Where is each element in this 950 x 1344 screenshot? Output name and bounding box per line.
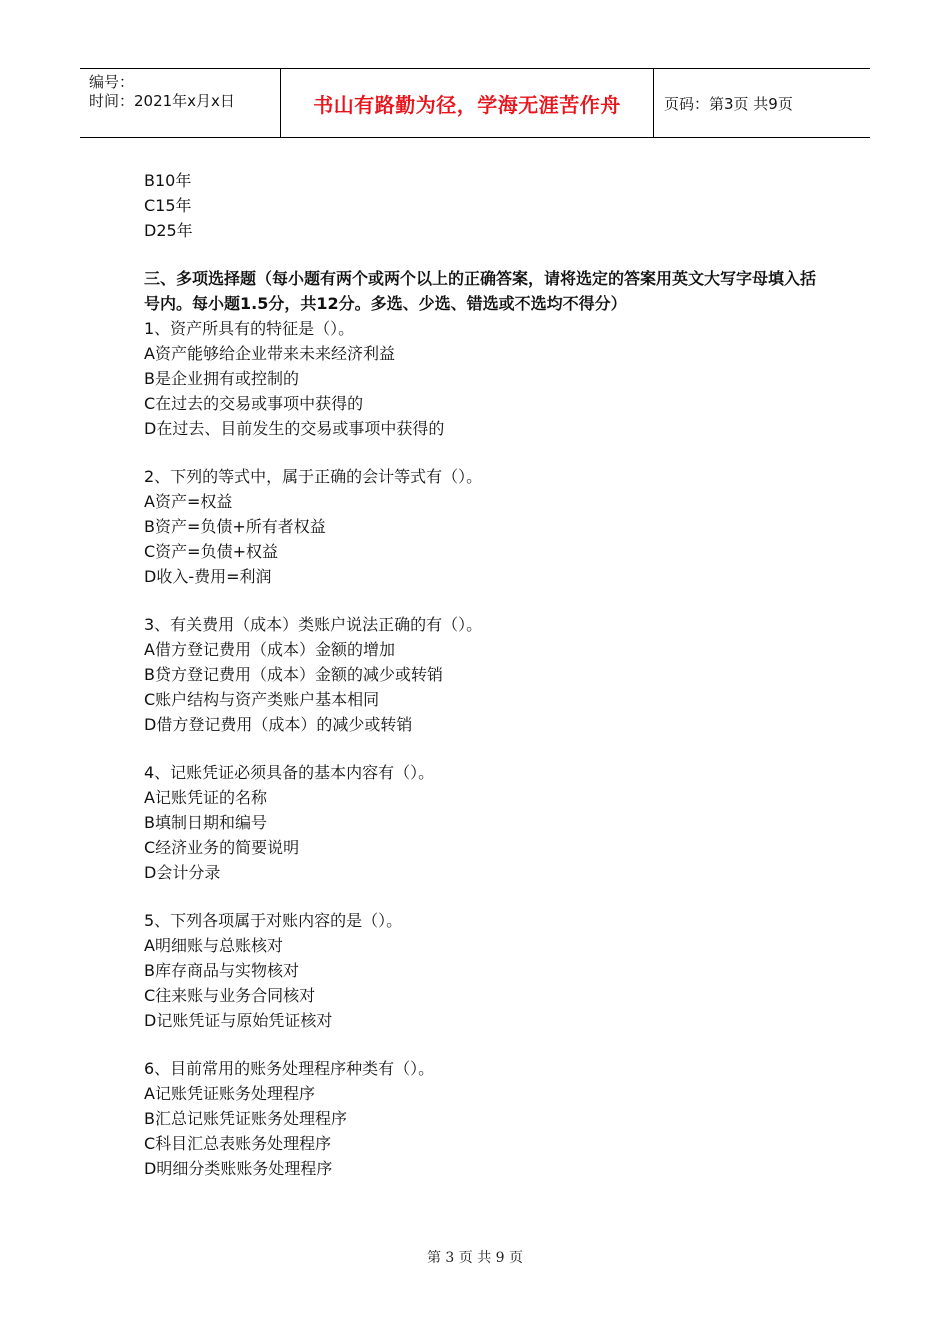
header-page-cell <box>654 69 870 137</box>
option-line: D收入-费用=利润 <box>144 567 272 586</box>
option-line: C15年 <box>144 196 192 215</box>
option-line: A借方登记费用（成本）金额的增加 <box>144 640 395 659</box>
option-line: B是企业拥有或控制的 <box>144 369 299 388</box>
option-line: B库存商品与实物核对 <box>144 961 299 980</box>
page-footer: 第 3 页 共 9 页 <box>426 1250 524 1266</box>
option-line: B填制日期和编号 <box>144 813 267 832</box>
question-stem: 3、有关费用（成本）类账户说法正确的有（）。 <box>144 615 483 634</box>
option-line: D借方登记费用（成本）的减少或转销 <box>144 715 413 734</box>
option-line: C经济业务的简要说明 <box>144 838 300 857</box>
option-line: B10年 <box>144 171 192 190</box>
question-stem: 5、下列各项属于对账内容的是（）。 <box>144 911 403 930</box>
option-line: A资产能够给企业带来未来经济利益 <box>144 344 395 363</box>
option-line: C往来账与业务合同核对 <box>144 986 316 1005</box>
document-body <box>144 168 824 1181</box>
header-meta <box>80 69 281 137</box>
question-stem: 6、目前常用的账务处理程序种类有（）。 <box>144 1059 435 1078</box>
option-line: D记账凭证与原始凭证核对 <box>144 1011 333 1030</box>
section-title: 三、多项选择题（每小题有两个或两个以上的正确答案，请将选定的答案用英文大写字母填入括号内。每小题1.5分，共12分。多选、少选、错选或不选均不得分） <box>144 269 817 313</box>
option-line: D25年 <box>144 221 193 240</box>
option-line: A资产=权益 <box>144 492 233 511</box>
motto: 书山有路勤为径，学海无涯苦作舟 <box>313 92 621 117</box>
option-line: C账户结构与资产类账户基本相同 <box>144 690 380 709</box>
question-stem: 1、资产所具有的特征是（）。 <box>144 319 355 338</box>
option-line: C科目汇总表账务处理程序 <box>144 1134 332 1153</box>
option-line: B资产=负债+所有者权益 <box>144 517 326 536</box>
question-stem: 2、下列的等式中，属于正确的会计等式有（）。 <box>144 467 483 486</box>
time-label: 时间：2021年x月x日 <box>89 92 235 110</box>
option-line: B贷方登记费用（成本）金额的减少或转销 <box>144 665 443 684</box>
header-motto-cell <box>281 69 654 137</box>
option-line: D在过去、目前发生的交易或事项中获得的 <box>144 419 445 438</box>
option-line: C在过去的交易或事项中获得的 <box>144 394 364 413</box>
option-line: A记账凭证的名称 <box>144 788 267 807</box>
page-info: 页码：第3页 共9页 <box>664 94 793 113</box>
question-stem: 4、记账凭证必须具备的基本内容有（）。 <box>144 763 435 782</box>
option-line: A记账凭证账务处理程序 <box>144 1084 315 1103</box>
number-label: 编号： <box>89 73 135 91</box>
option-line: D明细分类账账务处理程序 <box>144 1159 333 1178</box>
option-line: C资产=负债+权益 <box>144 542 278 561</box>
option-line: A明细账与总账核对 <box>144 936 283 955</box>
page-header <box>80 68 870 138</box>
option-line: B汇总记账凭证账务处理程序 <box>144 1109 347 1128</box>
option-line: D会计分录 <box>144 863 221 882</box>
